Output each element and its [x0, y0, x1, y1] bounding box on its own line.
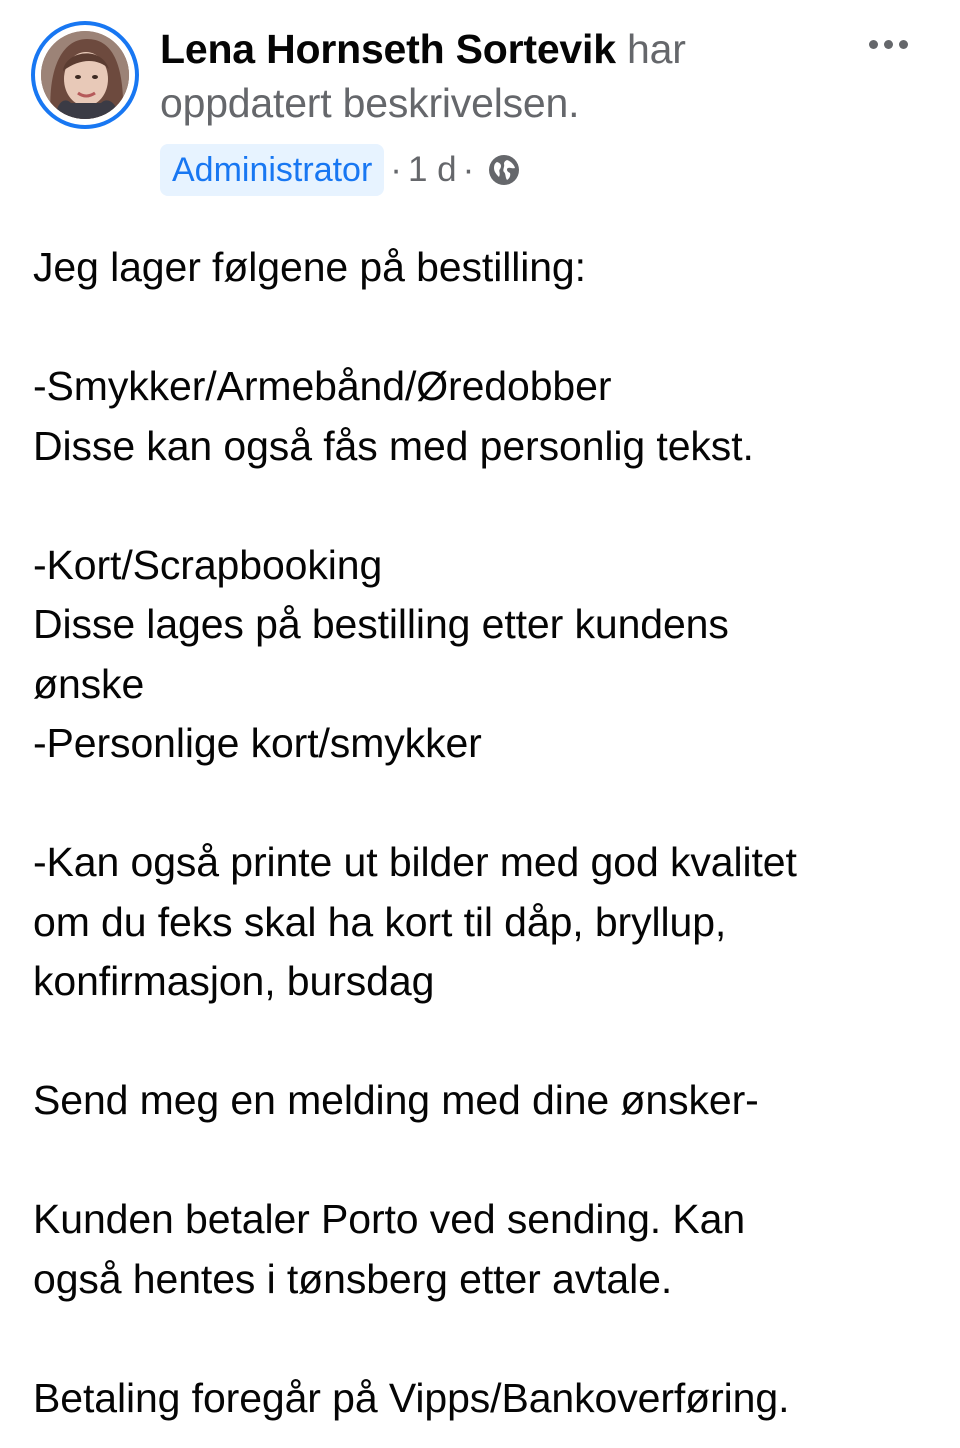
body-line [33, 298, 933, 358]
more-dot [869, 40, 878, 49]
body-line: -Kort/Scrapbooking [33, 541, 383, 588]
more-dot [884, 40, 893, 49]
post-header [160, 22, 800, 130]
body-line: om du feks skal ha kort til dåp, bryllup, [33, 898, 727, 945]
body-line [33, 774, 933, 834]
avatar[interactable] [31, 21, 139, 129]
more-dot [899, 40, 908, 49]
body-line: Kunden betaler Porto ved sending. Kan [33, 1196, 746, 1242]
post-action-text: har oppdatert beskrivelsen. [160, 26, 686, 126]
globe-icon[interactable] [488, 154, 520, 186]
post-body [33, 238, 933, 1428]
more-options-button[interactable] [860, 28, 916, 60]
body-line: Disse kan også fås med personlig tekst. [33, 422, 754, 469]
body-line: også hentes i tønsberg etter avtale. [33, 1255, 673, 1302]
body-line: -Kan også printe ut bilder med god kvalitet [33, 839, 797, 885]
body-line [33, 1012, 933, 1072]
meta-separator: · [390, 150, 402, 189]
body-line [33, 1131, 933, 1191]
post-time[interactable]: 1 d [407, 150, 457, 189]
body-line [33, 1309, 933, 1369]
profile-photo [41, 31, 129, 119]
admin-badge[interactable]: Administrator [160, 144, 384, 196]
body-line: Disse lages på bestilling etter kundens [33, 601, 729, 647]
author-name[interactable]: Lena Hornseth Sortevik [160, 26, 616, 72]
body-line: Betaling foregår på Vipps/Bankoverføring. [33, 1374, 790, 1421]
body-line: ønske [33, 660, 145, 707]
body-line: -Personlige kort/smykker [33, 720, 482, 766]
body-line: -Smykker/Armebånd/Øredobber [33, 363, 612, 409]
meta-separator: · [462, 150, 475, 189]
body-line: konfirmasjon, bursdag [33, 958, 435, 1004]
body-line: Jeg lager følgene på bestilling: [33, 244, 586, 290]
post-meta [160, 144, 520, 196]
body-line: Send meg en melding med dine ønsker- [33, 1077, 759, 1123]
body-line [33, 476, 933, 536]
